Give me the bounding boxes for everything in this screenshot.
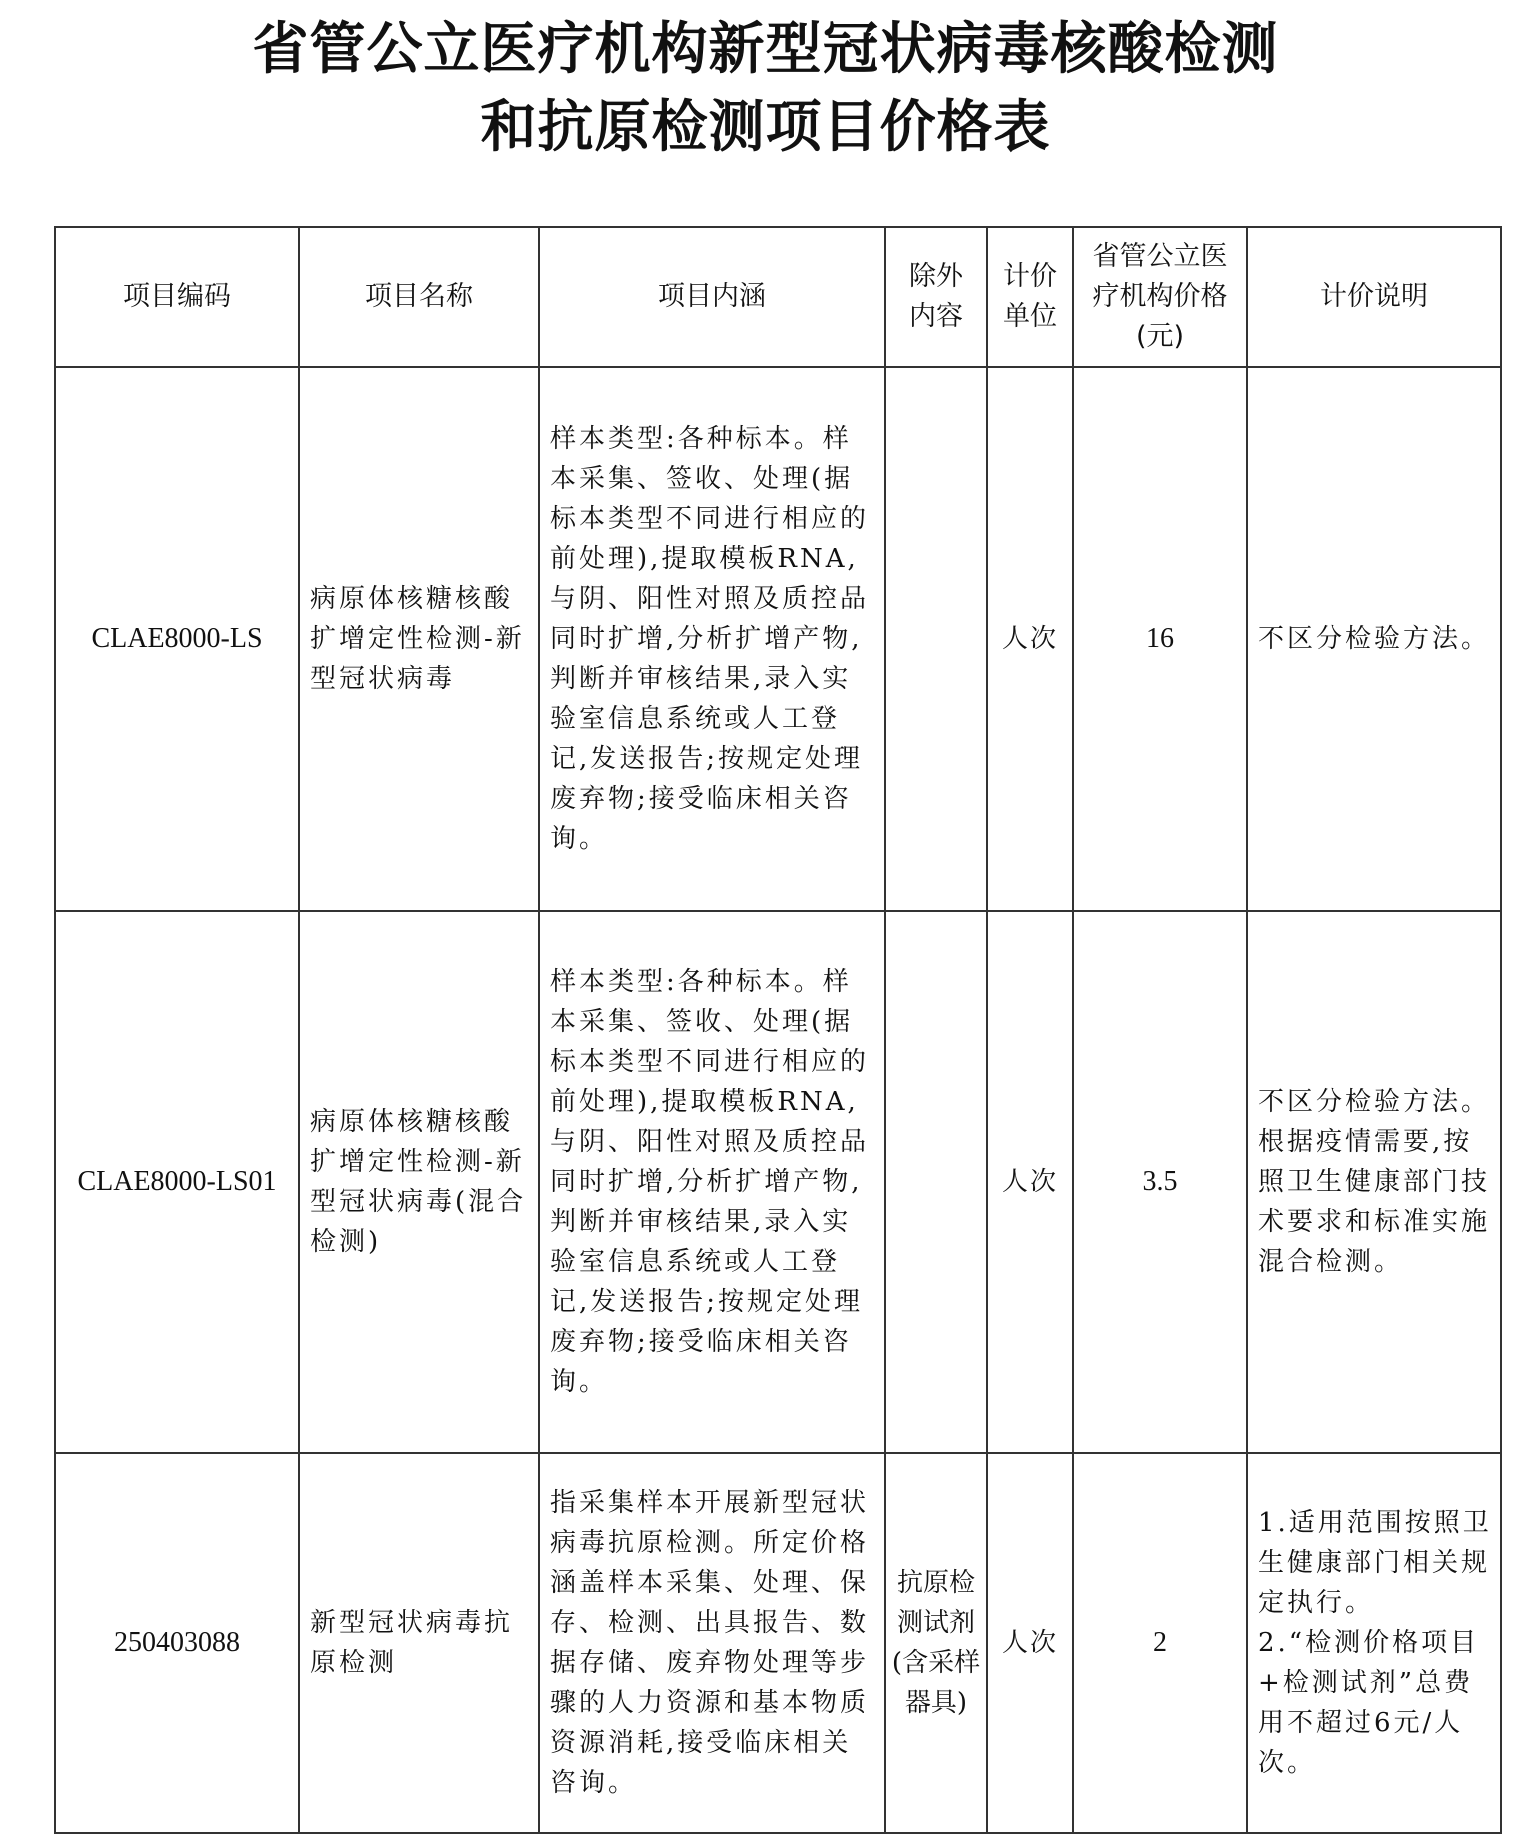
- cell-desc: [1247, 1453, 1501, 1833]
- cell-code: CLAE8000-LS: [55, 367, 299, 911]
- cell-unit: 人次: [987, 911, 1073, 1453]
- header-price: 省管公立医疗机构价格(元): [1073, 227, 1247, 367]
- cell-price: 3.5: [1073, 911, 1247, 1453]
- cell-exclude: [885, 367, 987, 911]
- table-header-row: [55, 227, 1501, 367]
- cell-name: 新型冠状病毒抗原检测: [299, 1453, 539, 1833]
- desc-line: 不区分检验方法。: [1258, 624, 1491, 654]
- desc-line: 不区分检验方法。根据疫情需要,按照卫生健康部门技术要求和标准实施混合检测。: [1258, 1087, 1491, 1277]
- cell-unit: 人次: [987, 1453, 1073, 1833]
- desc-line: 1.适用范围按照卫生健康部门相关规定执行。: [1258, 1508, 1492, 1618]
- cell-code: CLAE8000-LS01: [55, 911, 299, 1453]
- cell-desc: [1247, 911, 1501, 1453]
- cell-unit: 人次: [987, 367, 1073, 911]
- header-name: 项目名称: [299, 227, 539, 367]
- document-title: [0, 10, 1531, 166]
- cell-content: 指采集样本开展新型冠状病毒抗原检测。所定价格涵盖样本采集、处理、保存、检测、出具报告、数据存储、废弃物处理等步骤的人力资源和基本物质资源消耗,接受临床相关咨询。: [539, 1453, 885, 1833]
- cell-content: 样本类型:各种标本。样本采集、签收、处理(据标本类型不同进行相应的前处理),提取模板RNA,与阴、阳性对照及质控品同时扩增,分析扩增产物,判断并审核结果,录入实验室信息系统或人工登记,发送报告;按规定处理废弃物;接受临床相关咨询。: [539, 911, 885, 1453]
- cell-name: 病原体核糖核酸扩增定性检测-新型冠状病毒: [299, 367, 539, 911]
- cell-price: 2: [1073, 1453, 1247, 1833]
- table-row: [55, 911, 1501, 1453]
- header-desc: 计价说明: [1247, 227, 1501, 367]
- header-unit: 计价单位: [987, 227, 1073, 367]
- table-row: [55, 367, 1501, 911]
- cell-exclude: [885, 911, 987, 1453]
- cell-exclude: 抗原检测试剂(含采样器具): [885, 1453, 987, 1833]
- cell-content: 样本类型:各种标本。样本采集、签收、处理(据标本类型不同进行相应的前处理),提取模板RNA,与阴、阳性对照及质控品同时扩增,分析扩增产物,判断并审核结果,录入实验室信息系统或人工登记,发送报告;按规定处理废弃物;接受临床相关咨询。: [539, 367, 885, 911]
- cell-desc: [1247, 367, 1501, 911]
- desc-line: 2.“检测价格项目+检测试剂”总费用不超过6元/人次。: [1258, 1628, 1480, 1778]
- header-code: 项目编码: [55, 227, 299, 367]
- cell-name: 病原体核糖核酸扩增定性检测-新型冠状病毒(混合检测): [299, 911, 539, 1453]
- cell-price: 16: [1073, 367, 1247, 911]
- header-content: 项目内涵: [539, 227, 885, 367]
- title-line-2: 和抗原检测项目价格表: [480, 94, 1051, 160]
- price-table: [54, 226, 1502, 1834]
- title-line-1: 省管公立医疗机构新型冠状病毒核酸检测: [252, 16, 1279, 82]
- header-exclude: 除外内容: [885, 227, 987, 367]
- cell-code: 250403088: [55, 1453, 299, 1833]
- table-row: [55, 1453, 1501, 1833]
